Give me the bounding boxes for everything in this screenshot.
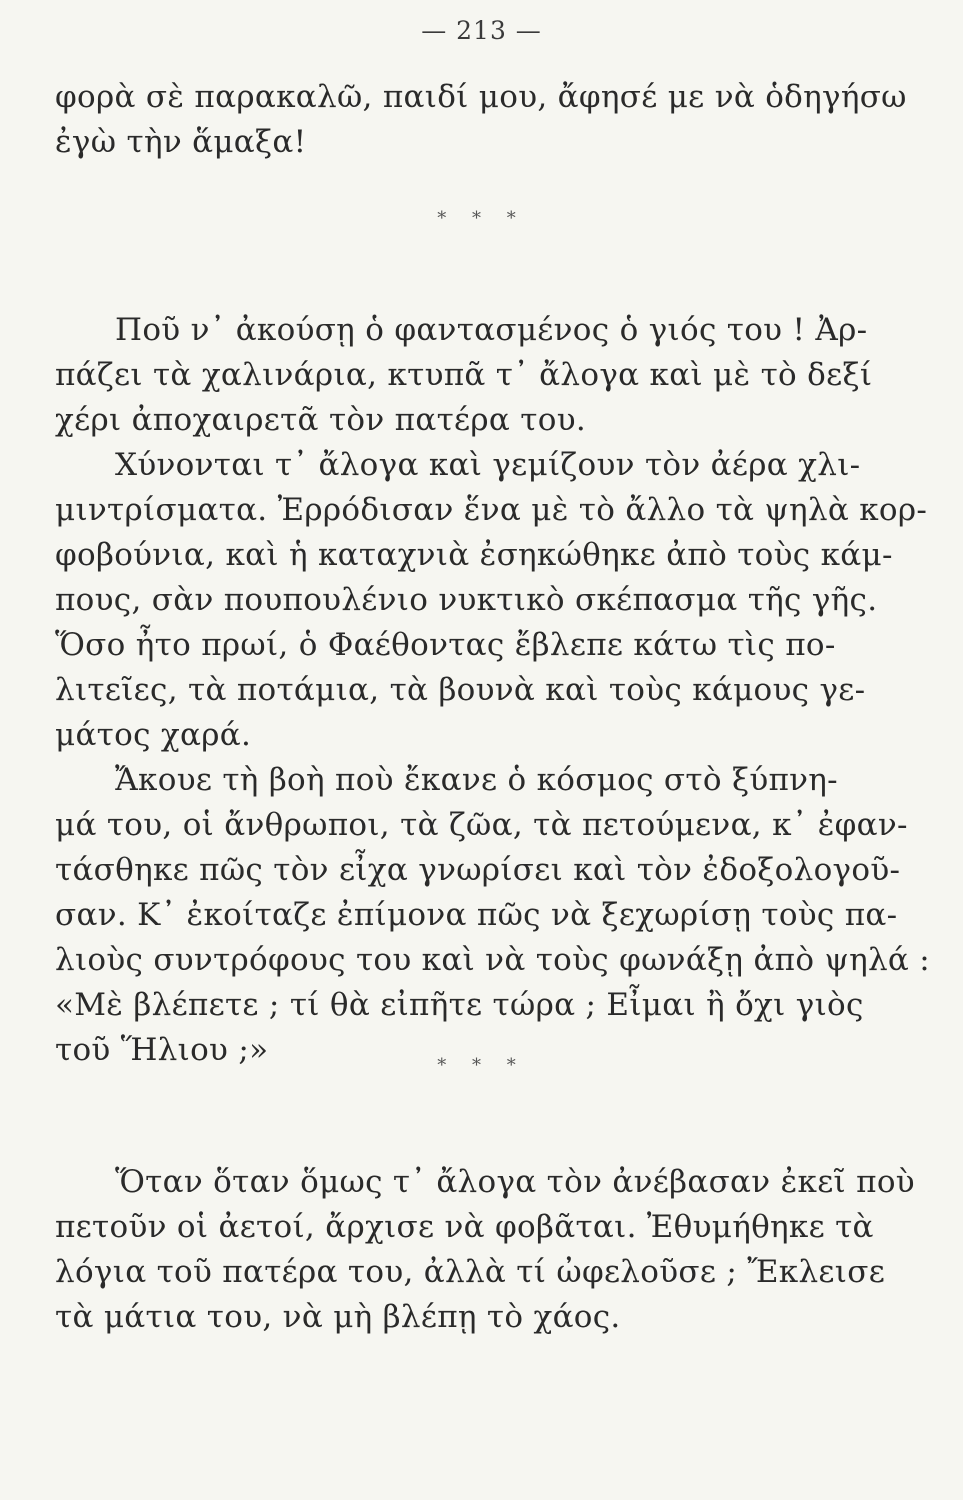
text-line: λιτεῖες, τὰ ποτάμια, τὰ βουνὰ καὶ τοὺς κάμους γε-: [55, 672, 866, 708]
text-line: τοῦ Ἥλιου ;»: [55, 1032, 269, 1068]
page-number: — 213 —: [421, 16, 542, 45]
text-line: φορὰ σὲ παρακαλῶ, παιδί μου, ἄφησέ με νὰ ὁδηγήσω: [55, 79, 907, 115]
text-line: λιοὺς συντρόφους του καὶ νὰ τοὺς φωνάξῃ ἀπὸ ψηλά :: [55, 942, 931, 978]
text-line: Ποῦ ν᾽ ἀκούσῃ ὁ φαντασμένος ὁ γιός του ! Ἀρ-: [115, 312, 868, 348]
text-line: πάζει τὰ χαλινάρια, κτυπᾶ τ᾽ ἄλογα καὶ μὲ τὸ δεξί: [55, 357, 873, 393]
text-line: τὰ μάτια του, νὰ μὴ βλέπῃ τὸ χάος.: [55, 1299, 621, 1335]
text-line: μιντρίσματα. Ἐρρόδισαν ἕνα μὲ τὸ ἄλλο τὰ ψηλὰ κορ-: [55, 492, 928, 528]
text-line: «Μὲ βλέπετε ; τί θὰ εἰπῆτε τώρα ; Εἶμαι ἢ ὄχι γιὸς: [55, 987, 864, 1023]
section-text: [55, 1160, 915, 1340]
text-line: Χύνονται τ᾽ ἄλογα καὶ γεμίζουν τὸν ἀέρα χλι-: [115, 447, 861, 483]
text-line: σαν. Κ᾽ ἐκοίταζε ἐπίμονα πῶς νὰ ξεχωρίσῃ τοὺς πα-: [55, 897, 898, 933]
text-line: Ὅταν ὅταν ὅμως τ᾽ ἄλογα τὸν ἀνέβασαν ἐκεῖ ποὺ: [115, 1164, 915, 1200]
text-line: τάσθηκε πῶς τὸν εἶχα γνωρίσει καὶ τὸν ἐδοξολογοῦ-: [55, 852, 901, 888]
text-line: ἐγὼ τὴν ἅμαξα!: [55, 124, 307, 160]
text-line: μάτος χαρά.: [55, 717, 252, 753]
text-line: Ἄκουε τὴ βοὴ ποὺ ἔκανε ὁ κόσμος στὸ ξύπνη-: [115, 762, 838, 798]
text-line: μά του, οἱ ἄνθρωποι, τὰ ζῶα, τὰ πετούμενα, κ᾽ ἐφαν-: [55, 807, 908, 843]
text-line: πετοῦν οἱ ἀετοί, ἄρχισε νὰ φοβᾶται. Ἐθυμήθηκε τὰ: [55, 1209, 874, 1245]
text-line: χέρι ἀποχαιρετᾶ τὸν πατέρα του.: [55, 402, 587, 438]
text-line: Ὅσο ἦτο πρωί, ὁ Φαέθοντας ἔβλεπε κάτω τὶς πο-: [55, 627, 836, 663]
section-break: * * *: [437, 208, 526, 229]
text-line: λόγια τοῦ πατέρα του, ἀλλὰ τί ὠφελοῦσε ; Ἔκλεισε: [55, 1254, 886, 1290]
text-line: πους, σὰν πουπουλένιο νυκτικὸ σκέπασμα τῆς γῆς.: [55, 582, 878, 618]
paragraph-continued: [55, 75, 907, 165]
section-break: * * *: [437, 1055, 526, 1076]
text-line: φοβούνια, καὶ ἡ καταχνιὰ ἐσηκώθηκε ἀπὸ τοὺς κάμ-: [55, 537, 893, 573]
section-text: [55, 308, 931, 1073]
